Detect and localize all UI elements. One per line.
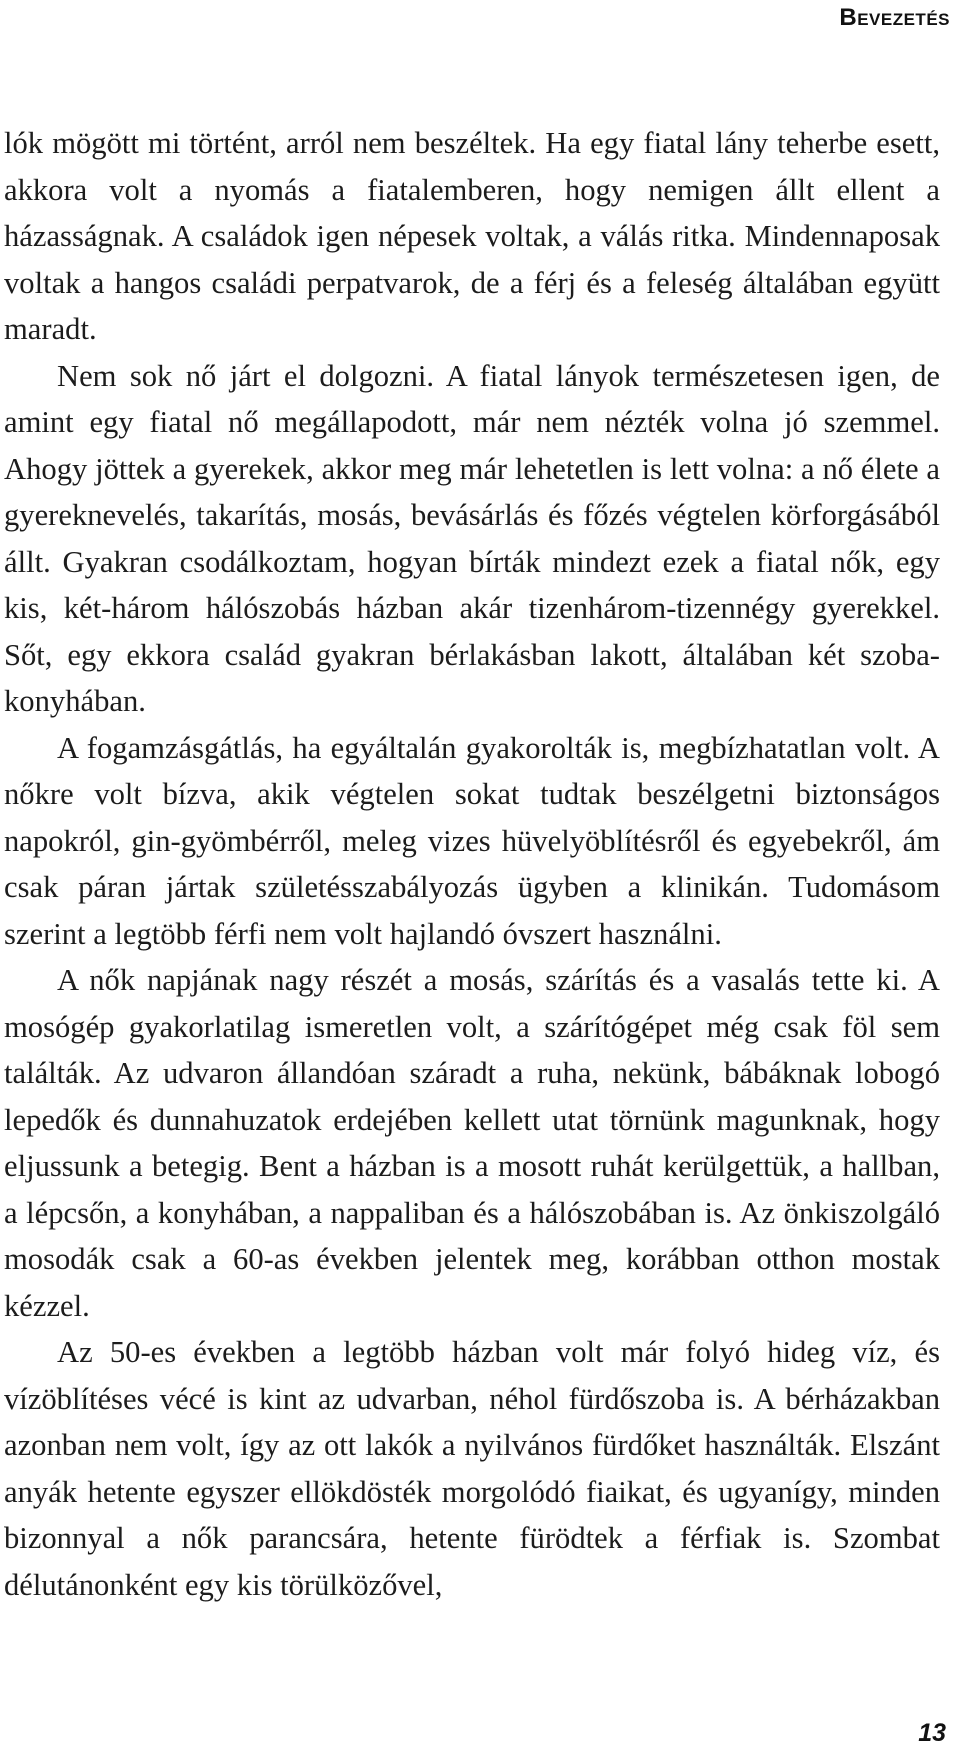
running-header-section-title: Bevezetés: [839, 4, 950, 31]
paragraph-laundry: A nők napjának nagy részét a mosás, szárítás és a vasalás tette ki. A mosógép gyakorlatilag ismeretlen volt, a szárítógépet még csak föl sem találták. Az udvaron állandóan száradt a ruha, nekünk, bábáknak lobogó lepedők és dunnahuzatok erdejében kellett utat törnünk magunknak, hogy eljussunk a betegig. Bent a házban is a mosott ruhát kerülgettük, a hallban, a lépcsőn, a konyhában, a nappaliban és a hálószobában is. Az önkiszolgáló mosodák csak a 60-as években jelentek meg, korábban otthon mostak kézzel.: [4, 963, 940, 1323]
page-number: 13: [918, 1719, 946, 1747]
paragraph-bathing: Az 50-es években a legtöbb házban volt már folyó hideg víz, és vízöblítéses vécé is kint az udvarban, néhol fürdőszoba is. A bérházakban azonban nem volt, így az ott lakók a nyilvános fürdőket használták. Elszánt anyák hetente egyszer ellökdösték morgolódó fiaikat, és ugyanígy, minden bizonnyal a nők parancsára, hetente fürödtek a férfiak is. Szombat délutánonként egy kis törülközővel,: [4, 1335, 940, 1602]
body-text: [4, 120, 940, 1608]
paragraph-continued: lók mögött mi történt, arról nem beszéltek. Ha egy fiatal lány teherbe esett, akkora volt a nyomás a fiatalemberen, hogy nemigen állt ellent a házasságnak. A családok igen népesek voltak, a válás ritka. Mindennaposak voltak a hangos családi perpatvarok, de a férj és a feleség általában együtt maradt.: [4, 126, 940, 346]
paragraph-contraception: A fogamzásgátlás, ha egyáltalán gyakorolták is, megbízhatatlan volt. A nőkre volt bízva, akik végtelen sokat tudtak beszélgetni biztonságos napokról, gin-gyömbérről, meleg vizes hüvelyöblítésről és egyebekről, ám csak páran jártak születésszabályozás ügyben a klinikán. Tudomásom szerint a legtöbb férfi nem volt hajlandó óvszert használni.: [4, 730, 940, 951]
paragraph-work: Nem sok nő járt el dolgozni. A fiatal lányok természetesen igen, de amint egy fiatal nő megállapodott, már nem nézték volna jó szemmel. Ahogy jöttek a gyerekek, akkor meg már lehetetlen is lett volna: a nő élete a gyereknevelés, takarítás, mosás, bevásárlás és főzés végtelen körforgásából állt. Gyakran csodálkoztam, hogyan bírták mindezt ezek a fiatal nők, egy kis, két-három hálószobás házban akár tizenhárom-tizennégy gyerekkel. Sőt, egy ekkora család gyakran bérlakásban lakott, általában két szoba-konyhában.: [4, 358, 940, 718]
